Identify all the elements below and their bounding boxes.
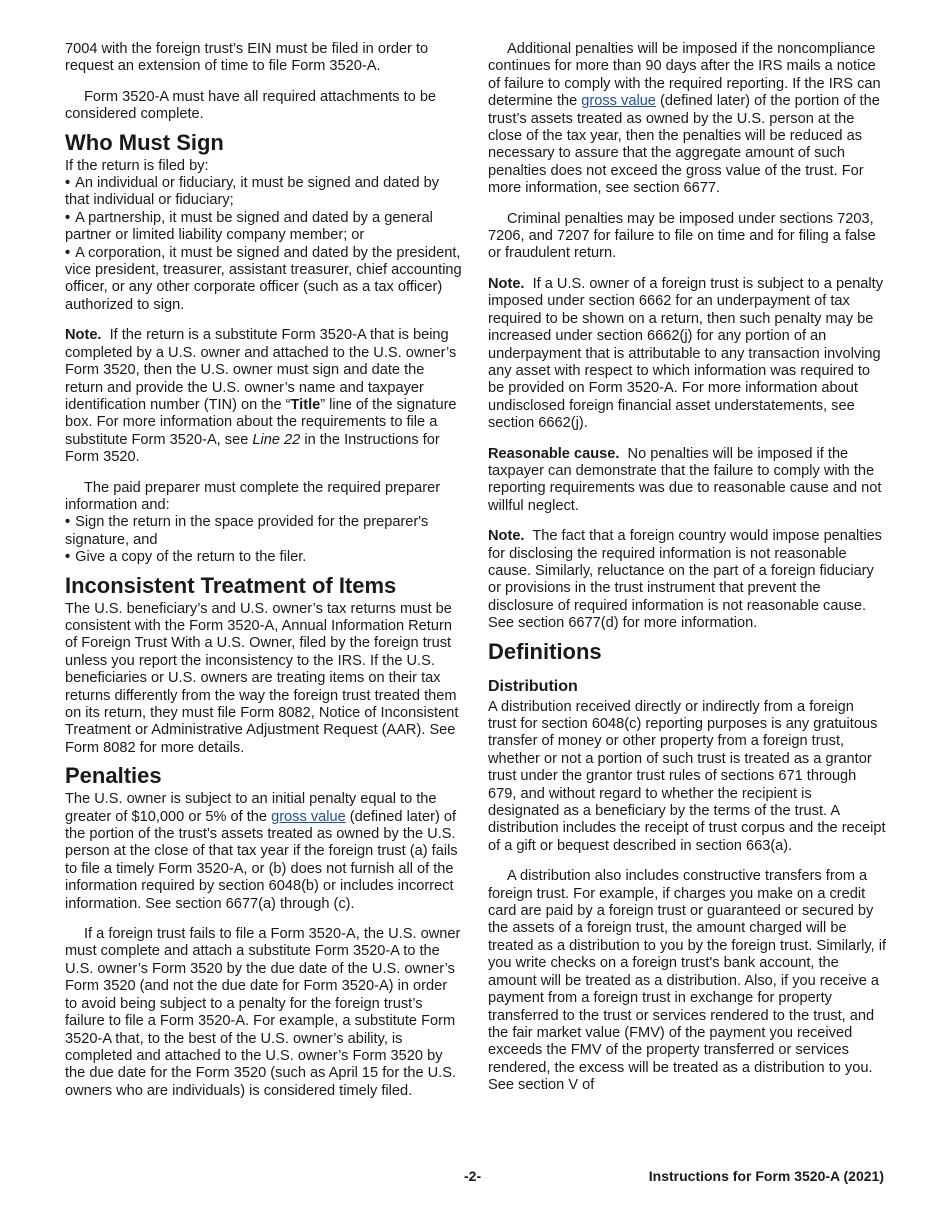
right-column xyxy=(488,41,886,1095)
preparer-bullet-copy: • Give a copy of the return to the filer. xyxy=(65,549,307,566)
title-emphasis: Title xyxy=(290,396,321,413)
gross-value-link[interactable]: gross value xyxy=(271,808,346,825)
inconsistent-treatment-paragraph: The U.S. beneficiary’s and U.S. owner’s tax returns must be consistent with the Form 3520-A, Annual Information Return of Foreign Trust With a U.S. Owner, filed by the foreign trust unless you report the inconsistency to the IRS. If the U.S. beneficiaries or U.S. owners are treating items on their tax returns differently from the way the foreign trust treated them on its return, they must file Form 8082, Notice of Inconsistent Treatment or Administrative Adjustment Request (AAR). See Form 8082 for more details. xyxy=(65,600,459,756)
constructive-transfers-paragraph: A distribution also includes constructive transfers from a foreign trust. For example, if charges you make on a credit card are paid by a foreign trust or guaranteed or secured by the assets of a foreign trust, the amount charged will be treated as a distribution to you by the foreign trust. Similarly, if you write checks on a foreign trust's bank account, the amount will be treated as a distribution. Also, if you receive a payment from a foreign trust in exchange for property transferred to the trust or services rendered to the trust, and the fair market value (FMV) of the payment you received exceeds the FMV of the property transferred or services rendered, the excess will be treated as a distribution to you. See section V of xyxy=(488,868,886,1094)
distribution-paragraph: A distribution received directly or indirectly from a foreign trust for section 6048(c) reporting purposes is any gratuitous transfer of money or other property from a foreign trust, whether or not a portion of such trust is treated as a grantor trust under the grantor trust rules of sections 671 through 679, and without regard to whether the recipient is designated as a beneficiary by the terms of the trust. A distribution includes the receipt of trust corpus and the receipt of a gift or bequest described in section 663(a). xyxy=(488,698,886,854)
inconsistent-treatment-heading: Inconsistent Treatment of Items xyxy=(65,572,397,598)
bullet-icon: • xyxy=(65,175,71,192)
substitute-form-note: Note. If the return is a substitute Form 3520-A that is being completed by a U.S. owner and attached to the U.S. owner’s Form 3520, then the U.S. owner must sign and date the return and provide the U.S. owner’s name and taxpayer identification number (TIN) on the “Title” line of the signature box. For more information about the requirements to file a substitute Form 3520-A, see Line 22 in the Instructions for Form 3520. xyxy=(65,327,457,466)
initial-penalty-paragraph: The U.S. owner is subject to an initial penalty equal to the greater of $10,000 or 5% of the gross value (defined later) of the portion of the trust's assets treated as owned by the U.S. person at the close of that tax year if the foreign trust (a) fails to file a timely Form 3520-A, or (b) does not furnish all of the information required by section 6048(b) or includes incorrect information. See section 6677(a) through (c). xyxy=(65,791,458,912)
note-label: Note. xyxy=(488,528,525,545)
penalties-heading: Penalties xyxy=(65,763,162,789)
underpayment-note: Note. If a U.S. owner of a foreign trust is subject to a penalty imposed under section 6662 for an underpayment of tax required to be shown on a return, then such penalty may be increased under section 6662(j) for any portion of an underpayment that is attributable to any transaction involving any asset with respect to which information was required to be provided on Form 3520-A. For more information about undisclosed foreign financial asset understatements, see section 6662(j). xyxy=(488,275,884,432)
additional-penalties-paragraph: Additional penalties will be imposed if the noncompliance continues for more than 90 days after the IRS mails a notice of failure to comply with the required reporting. If the IRS can determine the gross value (defined later) of the portion of the trust’s assets treated as owned by the U.S. person at the close of the tax year, then the penalties will be reduced as necessary to assure that the aggregate amount of such penalties does not exceed the gross value of the trust. For more information, see section 6677. xyxy=(488,41,881,197)
note-label: Note. xyxy=(65,327,102,344)
who-must-sign-heading: Who Must Sign xyxy=(65,129,224,155)
definitions-heading: Definitions xyxy=(488,638,602,664)
foreign-country-note: Note. The fact that a foreign country would impose penalties for disclosing the required information is not reasonable cause. Similarly, reluctance on the part of a foreign fiduciary or provisions in the trust instrument that prevent the disclosure of required information is not reasonable cause. See section 6677(d) for more information. xyxy=(488,528,882,632)
criminal-penalties-paragraph: Criminal penalties may be imposed under sections 7203, 7206, and 7207 for failure to file on time and for filing a false or fraudulent return. xyxy=(488,210,876,262)
bullet-icon: • xyxy=(65,244,71,261)
bullet-icon: • xyxy=(65,549,71,566)
attachments-paragraph: Form 3520-A must have all required attachments to be considered complete. xyxy=(65,88,437,123)
gross-value-link[interactable]: gross value xyxy=(581,93,656,110)
extension-paragraph: 7004 with the foreign trust’s EIN must be filed in order to request an extension of time to file Form 3520-A. xyxy=(65,41,429,75)
bullet-icon: • xyxy=(65,209,71,226)
reasonable-cause-label: Reasonable cause. xyxy=(488,445,620,462)
substitute-filing-paragraph: If a foreign trust fails to file a Form 3520-A, the U.S. owner must complete and attach a substitute Form 3520-A to the U.S. owner’s Form 3520 by the due date of the U.S. owner’s Form 3520 (and not the due date for Form 3520-A) in order to avoid being subject to a penalty for the foreign trust’s failure to file a Form 3520-A. For example, a substitute Form 3520-A that, to the best of the U.S. owner’s ability, is completed and attached to the U.S. owner’s Form 3520 by the due date for the Form 3520 (such as April 15 for the U.S. owners who are individuals) is considered timely filed. xyxy=(65,926,461,1099)
who-bullet-corporation: • A corporation, it must be signed and dated by the president, vice president, treasurer, assistant treasurer, chief accounting officer, or any other corporate officer (such as a tax officer) authorized to sign. xyxy=(65,244,462,313)
note-label: Note. xyxy=(488,275,525,292)
who-bullet-partnership: • A partnership, it must be signed and dated by a general partner or limited liability company member; or xyxy=(65,209,433,244)
preparer-intro: The paid preparer must complete the required preparer information and: xyxy=(65,479,441,513)
reasonable-cause-paragraph: Reasonable cause. No penalties will be imposed if the taxpayer can demonstrate that the failure to comply with the reporting requirements was due to reasonable cause and not willful neglect. xyxy=(488,445,882,514)
who-must-sign-intro: If the return is filed by: xyxy=(65,157,209,174)
line-22-reference: Line 22 xyxy=(252,431,301,448)
bullet-icon: • xyxy=(65,514,71,531)
form-title: Instructions for Form 3520-A (2021) xyxy=(648,1168,884,1184)
distribution-heading: Distribution xyxy=(488,677,578,695)
who-bullet-individual: • An individual or fiduciary, it must be signed and dated by that individual or fiduciary; xyxy=(65,175,440,209)
preparer-bullet-sign: • Sign the return in the space provided for the preparer's signature, and xyxy=(65,514,429,548)
left-column xyxy=(65,41,463,1100)
page-number: -2- xyxy=(464,1168,482,1184)
